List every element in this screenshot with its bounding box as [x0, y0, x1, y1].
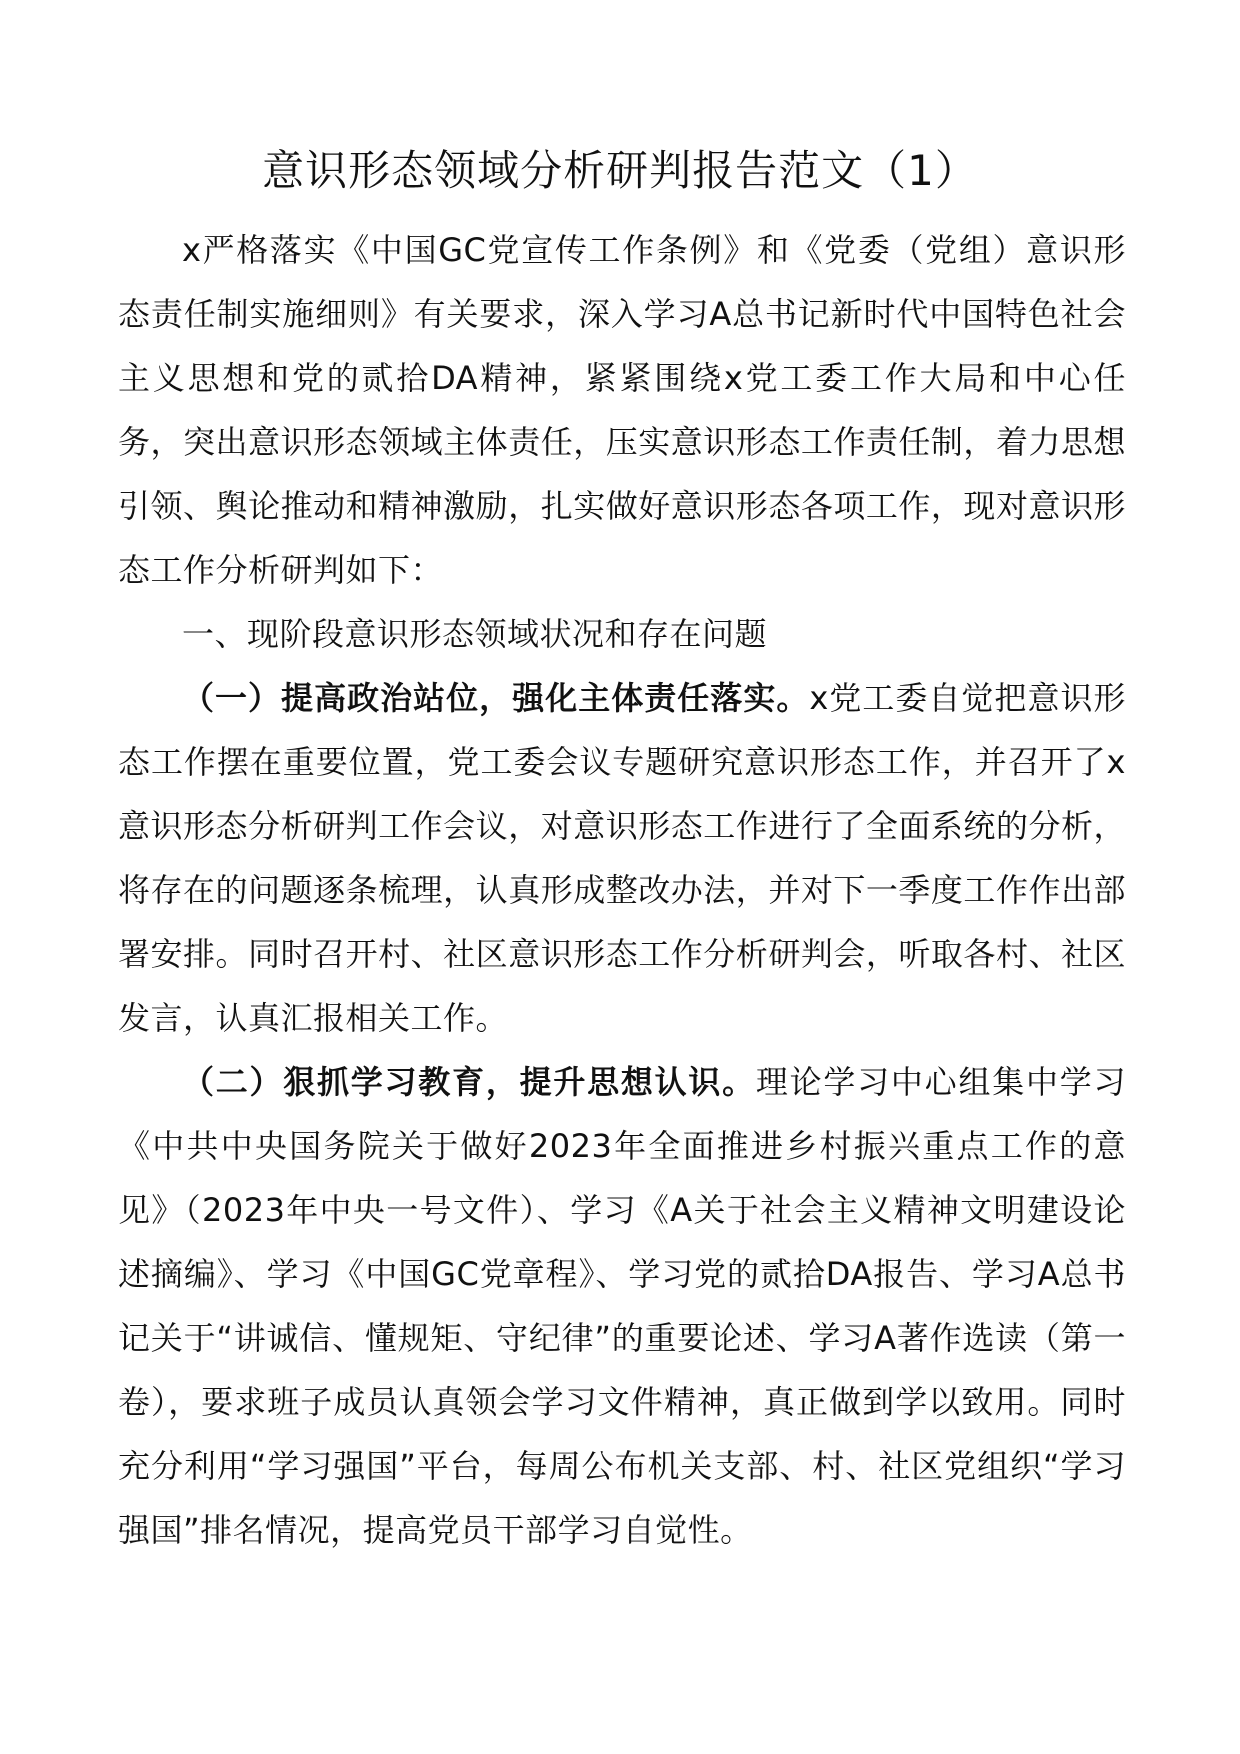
document-body	[118, 218, 1126, 1562]
subsection-1-paragraph	[118, 666, 1126, 1050]
intro-paragraph: x严格落实《中国GC党宣传工作条例》和《党委（党组）意识形态责任制实施细则》有关要求，深入学习A总书记新时代中国特色社会主义思想和党的贰拾DA精神，紧紧围绕x党工委工作大局和中心任务，突出意识形态领域主体责任，压实意识形态工作责任制，着力思想引领、舆论推动和精神激励，扎实做好意识形态各项工作，现对意识形态工作分析研判如下：	[118, 231, 1126, 589]
subsection-1-text: x党工委自觉把意识形态工作摆在重要位置，党工委会议专题研究意识形态工作，并召开了x意识形态分析研判工作会议，对意识形态工作进行了全面系统的分析，将存在的问题逐条梳理，认真形成整改办法，并对下一季度工作作出部署安排。同时召开村、社区意识形态工作分析研判会，听取各村、社区发言，认真汇报相关工作。	[118, 679, 1126, 1037]
subsection-2-paragraph	[118, 1050, 1126, 1562]
document-title: 意识形态领域分析研判报告范文（1）	[262, 146, 978, 195]
subsection-2-text: 理论学习中心组集中学习《中共中央国务院关于做好2023年全面推进乡村振兴重点工作的意见》（2023年中央一号文件）、学习《A关于社会主义精神文明建设论述摘编》、学习《中国GC党章程》、学习党的贰拾DA报告、学习A总书记关于“讲诚信、懂规矩、守纪律”的重要论述、学习A著作选读（第一卷），要求班子成员认真领会学习文件精神，真正做到学以致用。同时充分利用“学习强国”平台，每周公布机关支部、村、社区党组织“学习强国”排名情况，提高党员干部学习自觉性。	[118, 1063, 1126, 1549]
subsection-2-heading: （二）狠抓学习教育，提升思想认识。	[182, 1063, 756, 1101]
subsection-1-heading: （一）提高政治站位，强化主体责任落实。	[182, 679, 810, 717]
section-heading: 一、现阶段意识形态领域状况和存在问题	[182, 615, 768, 653]
